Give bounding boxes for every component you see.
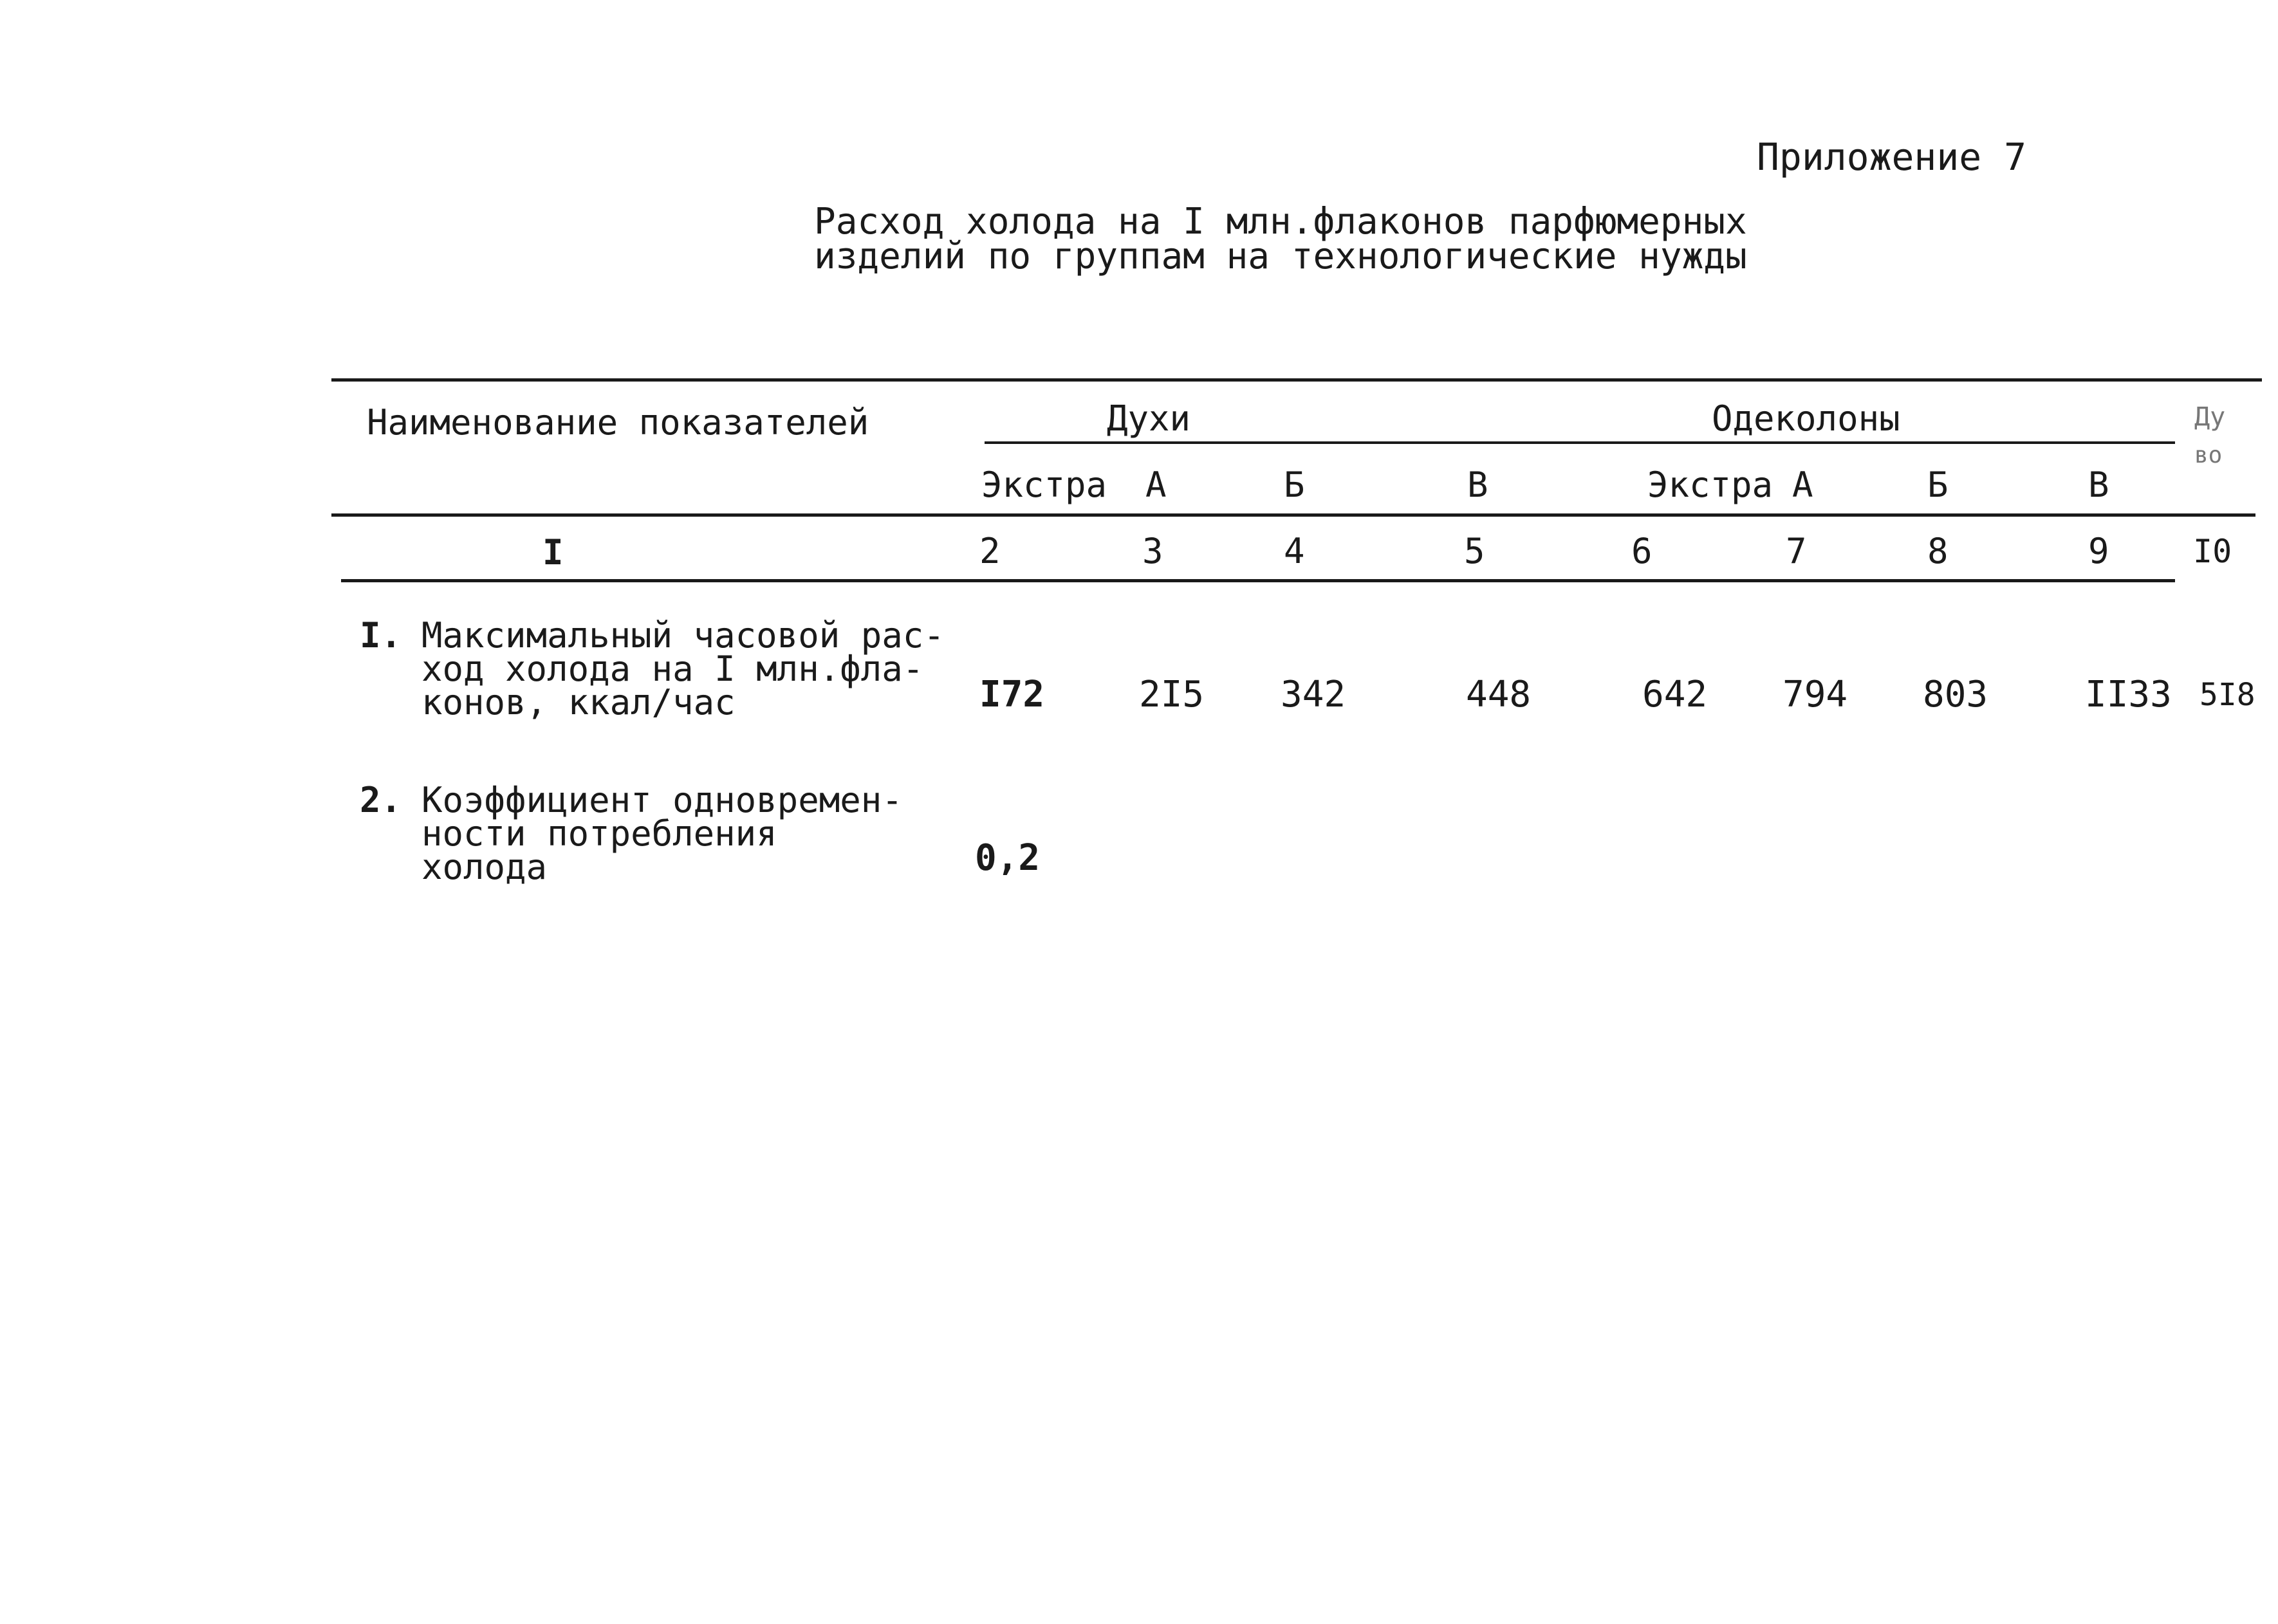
subheader-8: В (2088, 465, 2109, 505)
column-number-10: I0 (2193, 533, 2232, 570)
row-1-name-line-2: ход холода на I млн.фла- (421, 649, 924, 689)
subheader-3: Б (1284, 465, 1305, 505)
row-1-value-col-7: 794 (1783, 674, 1848, 715)
column-number-4: 4 (1284, 531, 1305, 571)
table-row-2-name (360, 780, 903, 887)
column-number-7: 7 (1786, 531, 1807, 571)
subheader-1: Экстра (981, 465, 1107, 505)
subheader-7: Б (1927, 465, 1949, 505)
row-2-value-col-2: 0,2 (975, 837, 1041, 879)
subheader-6: А (1792, 465, 1813, 505)
row-2-name-line-2: ности потребления (421, 813, 777, 854)
group-header-last-line1: Ду (2194, 402, 2226, 432)
group-header-last-line2: во (2194, 442, 2223, 468)
row-1-value-col-2: I72 (979, 674, 1045, 715)
row-1-value-col-4: 342 (1281, 674, 1346, 715)
column-number-8: 8 (1927, 531, 1949, 571)
row-1-value-col-6: 642 (1642, 674, 1708, 715)
column-number-2: 2 (979, 531, 1001, 571)
column-number-9: 9 (2088, 531, 2109, 571)
subheader-4: В (1467, 465, 1488, 505)
document-title (814, 201, 1747, 277)
row-2-name-line-3: холода (421, 847, 548, 887)
column-number-1: I (542, 532, 564, 573)
column-number-3: 3 (1142, 531, 1163, 571)
numbers-bottom-rule (341, 579, 2175, 582)
row-1-value-col-5: 448 (1466, 674, 1532, 715)
title-line-1: Расход холода на I млн.флаконов парфюмерных (814, 201, 1747, 243)
row-1-value-col-9: II33 (2085, 674, 2172, 715)
table-row-1-name (360, 615, 945, 723)
row-1-number: I. (360, 615, 402, 656)
subheader-2: А (1145, 465, 1167, 505)
column-number-6: 6 (1631, 531, 1653, 571)
header-bottom-rule (331, 513, 2255, 517)
row-1-value-col-8: 803 (1923, 674, 1988, 715)
subheader-5: Экстра (1647, 465, 1773, 505)
row-1-value-col-3: 2I5 (1139, 674, 1205, 715)
title-line-2: изделий по группам на технологические нужды (814, 235, 1747, 277)
row-2-name-line-1: Коэффициент одновремен- (421, 780, 903, 820)
row-2-number: 2. (360, 780, 402, 820)
group-underline (985, 441, 2175, 444)
row-1-value-col-10: 5I8 (2199, 677, 2255, 713)
appendix-label: Приложение 7 (1757, 135, 2027, 179)
name-column-header: Наименование показателей (367, 402, 869, 443)
group-header-cologne: Одеколоны (1712, 398, 1900, 439)
column-number-5: 5 (1464, 531, 1485, 571)
row-1-name-line-1: Максимальный часовой рас- (421, 615, 945, 656)
group-header-perfume: Духи (1107, 398, 1191, 439)
row-1-name-line-3: конов, ккал/час (421, 682, 736, 723)
table-top-rule (331, 378, 2262, 382)
